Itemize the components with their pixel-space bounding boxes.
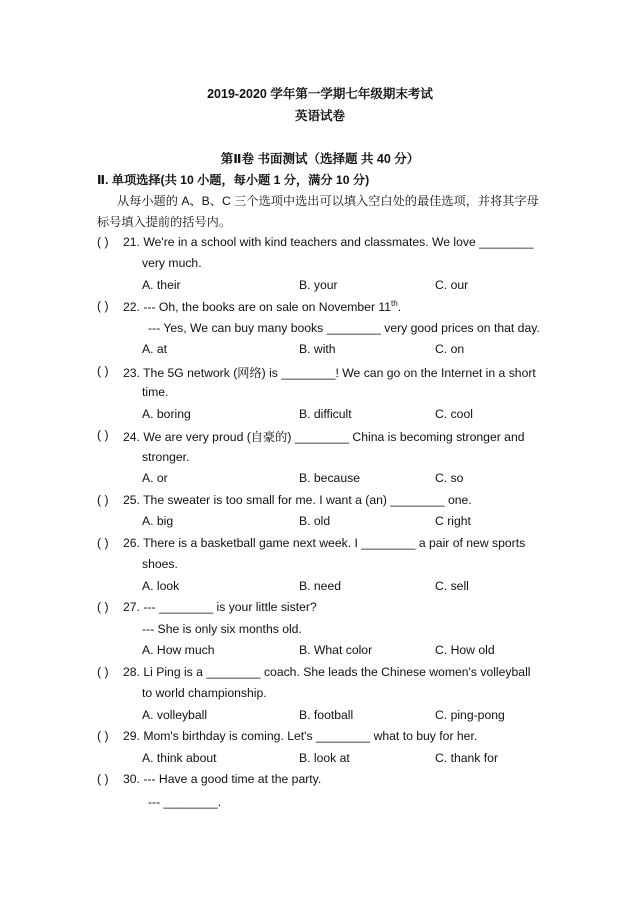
part-heading: Ⅱ. 单项选择(共 10 小题，每小题 1 分，满分 10 分) bbox=[97, 173, 370, 187]
question-text-continued: --- ________. bbox=[148, 795, 222, 809]
option-b: B. your bbox=[299, 278, 338, 292]
answer-bracket: ( ) bbox=[97, 493, 109, 507]
question-text: 27. --- ________ is your little sister? bbox=[123, 600, 317, 614]
option-c: C. so bbox=[435, 471, 464, 485]
option-a: A. at bbox=[142, 342, 168, 356]
answer-bracket: ( ) bbox=[97, 600, 109, 614]
option-a: A. How much bbox=[142, 643, 215, 657]
option-a: A. their bbox=[142, 278, 181, 292]
option-a: A. or bbox=[142, 471, 168, 485]
option-a: A. look bbox=[142, 579, 180, 593]
option-a: A. boring bbox=[142, 407, 191, 421]
exam-title: 2019-2020 学年第一学期七年级期末考试 bbox=[207, 87, 433, 101]
question-text-continued: --- Yes, We can buy many books ________ very good prices on that day. bbox=[148, 321, 540, 335]
answer-bracket: ( ) bbox=[97, 235, 109, 249]
option-c: C. How old bbox=[435, 643, 495, 657]
question-text-continued: time. bbox=[142, 385, 169, 399]
answer-bracket: ( ) bbox=[97, 665, 109, 679]
question-text: 21. We're in a school with kind teachers and classmates. We love ________ bbox=[123, 235, 534, 249]
question-text: 23. The 5G network (网络) is ________! We can go on the Internet in a short bbox=[123, 366, 536, 380]
option-a: A. think about bbox=[142, 751, 217, 765]
answer-bracket: ( ) bbox=[97, 536, 109, 550]
option-b: B. because bbox=[299, 471, 360, 485]
option-c: C. cool bbox=[435, 407, 473, 421]
answer-bracket: ( ) bbox=[97, 364, 109, 378]
section-title: 第Ⅱ卷 书面测试（选择题 共 40 分） bbox=[220, 152, 420, 166]
question-text-continued: --- She is only six months old. bbox=[142, 622, 302, 636]
option-a: A. volleyball bbox=[142, 708, 208, 722]
instruction-line-1: 从每小题的 A、B、C 三个选项中选出可以填入空白处的最佳选项，并将其字母 bbox=[117, 194, 539, 208]
option-b: B. What color bbox=[299, 643, 373, 657]
option-c: C. our bbox=[435, 278, 469, 292]
option-c: C. on bbox=[435, 342, 465, 356]
option-b: B. difficult bbox=[299, 407, 352, 421]
question-text: 26. There is a basketball game next week. I ________ a pair of new sports bbox=[123, 536, 526, 550]
option-a: A. big bbox=[142, 514, 174, 528]
question-text: 24. We are very proud (自豪的) ________ China is becoming stronger and bbox=[123, 430, 525, 444]
option-b: B. with bbox=[299, 342, 336, 356]
question-text: 22. --- Oh, the books are on sale on November 11th. bbox=[123, 299, 402, 315]
option-c: C. ping-pong bbox=[435, 708, 505, 722]
question-text: 25. The sweater is too small for me. I want a (an) ________ one. bbox=[123, 493, 472, 507]
answer-bracket: ( ) bbox=[97, 772, 109, 786]
exam-subtitle: 英语试卷 bbox=[294, 109, 345, 123]
question-text-continued: very much. bbox=[142, 256, 202, 270]
answer-bracket: ( ) bbox=[97, 299, 109, 313]
option-b: B. football bbox=[299, 708, 354, 722]
question-text: 29. Mom's birthday is coming. Let's ________ what to buy for her. bbox=[123, 729, 478, 743]
question-text-continued: to world championship. bbox=[142, 686, 267, 700]
instruction-line-2: 标号填入提前的括号内。 bbox=[97, 215, 232, 229]
option-b: B. old bbox=[299, 514, 331, 528]
option-b: B. look at bbox=[299, 751, 350, 765]
option-c: C right bbox=[435, 514, 471, 528]
question-text: 30. --- Have a good time at the party. bbox=[123, 772, 322, 786]
answer-bracket: ( ) bbox=[97, 729, 109, 743]
answer-bracket: ( ) bbox=[97, 428, 109, 442]
question-text: 28. Li Ping is a ________ coach. She leads the Chinese women's volleyball bbox=[123, 665, 531, 679]
question-text-continued: stronger. bbox=[142, 450, 190, 464]
question-text-continued: shoes. bbox=[142, 557, 178, 571]
option-b: B. need bbox=[299, 579, 342, 593]
option-c: C. thank for bbox=[435, 751, 498, 765]
option-c: C. sell bbox=[435, 579, 469, 593]
